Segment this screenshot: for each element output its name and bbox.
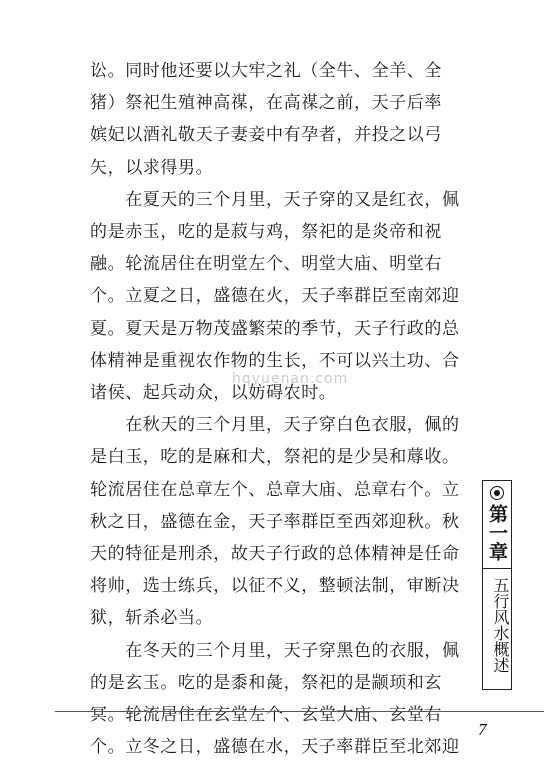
paragraph-3: 在秋天的三个月里，天子穿白色衣服，佩的 是白玉，吃的是麻和犬，祭祀的是少昊和蓐收。 轮流居住在总章左个、总章大庙、总章右个。立 秋之日，盛德在金，天子率群臣至西郊迎秋。秋 天的特征是刑杀，故天子行政的总体精神是任命 将帅，选士练兵，以征不义，整顿法制，审断决 狱，斩杀必当。 [90, 415, 460, 629]
footer-rule [55, 711, 544, 712]
circle-bullet-icon [490, 486, 504, 500]
paragraph-1: 讼。同时他还要以大牢之礼（全牛、全羊、全 猪）祭祀生殖神高禖，在高禖之前，天子后率 嫔妃以酒礼敬天子妻妾中有孕者，并投之以弓 矢，以求得男。 [90, 61, 442, 178]
watermark: hqyuenan.com [232, 371, 349, 387]
body-text [90, 55, 468, 763]
page-number: 7 [478, 720, 487, 739]
chapter-title: 五行风水概述 [491, 577, 510, 673]
chapter-tab-header [483, 481, 511, 569]
chapter-side-tab [482, 480, 512, 690]
paragraph-4: 在冬天的三个月里，天子穿黑色的衣服，佩 的是玄玉。吃的是黍和彘，祭祀的是颛顼和玄 冥。轮流居住在玄堂左个、玄堂大庙、玄堂右 个。立冬之日，盛德在水，天子率群臣至北郊迎 [90, 640, 460, 758]
chapter-label: 第一章 [486, 504, 508, 561]
paragraph-2: 在夏天的三个月里，天子穿的又是红衣，佩 的是赤玉，吃的是菽与鸡，祭祀的是炎帝和祝 融。轮流居住在明堂左个、明堂大庙、明堂右 个。立夏之日，盛德在火，天子率群臣至南郊迎 夏。夏天是万物茂盛繁荣的季节，天子行政的总 体精神是重视农作物的生长，不可以兴土功、合 诸侯、起兵动众，以妨碍农时。 [90, 189, 460, 404]
